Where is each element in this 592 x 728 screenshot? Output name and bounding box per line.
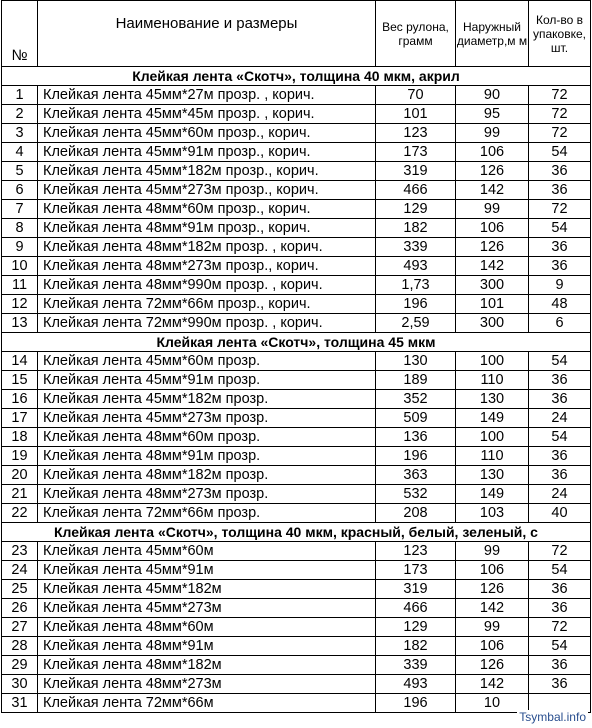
table-row	[2, 105, 591, 124]
pack-quantity: 72	[529, 86, 591, 105]
row-number: 19	[2, 447, 38, 466]
roll-weight: 196	[376, 295, 456, 314]
outer-diameter: 99	[456, 200, 529, 219]
outer-diameter: 100	[456, 428, 529, 447]
product-name: Клейкая лента 72мм*66м	[38, 694, 376, 713]
table-row	[2, 124, 591, 143]
product-name: Клейкая лента 45мм*273м прозр., корич.	[38, 181, 376, 200]
pack-quantity: 36	[529, 580, 591, 599]
table-row	[2, 637, 591, 656]
table-row	[2, 428, 591, 447]
product-name: Клейкая лента 45мм*182м	[38, 580, 376, 599]
section-title: Клейкая лента «Скотч», толщина 40 мкм, красный, белый, зеленый, с	[2, 523, 591, 542]
pack-quantity: 54	[529, 428, 591, 447]
pack-quantity: 9	[529, 276, 591, 295]
roll-weight: 123	[376, 124, 456, 143]
roll-weight: 319	[376, 580, 456, 599]
header-num: №	[2, 1, 38, 67]
row-number: 23	[2, 542, 38, 561]
pack-quantity: 48	[529, 295, 591, 314]
pack-quantity: 36	[529, 162, 591, 181]
outer-diameter: 99	[456, 618, 529, 637]
row-number: 31	[2, 694, 38, 713]
product-name: Клейкая лента 45мм*91м	[38, 561, 376, 580]
outer-diameter: 101	[456, 295, 529, 314]
product-name: Клейкая лента 48мм*273м	[38, 675, 376, 694]
product-name: Клейкая лента 48мм*273м прозр., корич.	[38, 257, 376, 276]
row-number: 7	[2, 200, 38, 219]
table-row	[2, 675, 591, 694]
roll-weight: 1,73	[376, 276, 456, 295]
pack-quantity: 72	[529, 542, 591, 561]
product-name: Клейкая лента 48мм*91м	[38, 637, 376, 656]
table-row	[2, 694, 591, 713]
row-number: 4	[2, 143, 38, 162]
table-row	[2, 295, 591, 314]
roll-weight: 363	[376, 466, 456, 485]
pack-quantity: 72	[529, 124, 591, 143]
pack-quantity: 24	[529, 409, 591, 428]
table-row	[2, 200, 591, 219]
pack-quantity: 36	[529, 371, 591, 390]
roll-weight: 130	[376, 352, 456, 371]
roll-weight: 196	[376, 694, 456, 713]
roll-weight: 2,59	[376, 314, 456, 333]
outer-diameter: 100	[456, 352, 529, 371]
pack-quantity: 6	[529, 314, 591, 333]
table-row	[2, 561, 591, 580]
product-name: Клейкая лента 48мм*273м прозр.	[38, 485, 376, 504]
roll-weight: 123	[376, 542, 456, 561]
outer-diameter: 142	[456, 257, 529, 276]
outer-diameter: 126	[456, 162, 529, 181]
roll-weight: 208	[376, 504, 456, 523]
product-name: Клейкая лента 45мм*27м прозр. , корич.	[38, 86, 376, 105]
header-weight: Вес рулона, грамм	[376, 1, 456, 67]
row-number: 15	[2, 371, 38, 390]
pack-quantity: 36	[529, 599, 591, 618]
outer-diameter: 110	[456, 447, 529, 466]
outer-diameter: 130	[456, 466, 529, 485]
row-number: 18	[2, 428, 38, 447]
table-row	[2, 485, 591, 504]
row-number: 22	[2, 504, 38, 523]
row-number: 9	[2, 238, 38, 257]
outer-diameter: 110	[456, 371, 529, 390]
row-number: 3	[2, 124, 38, 143]
pack-quantity: 36	[529, 238, 591, 257]
pack-quantity: 72	[529, 618, 591, 637]
table-row	[2, 181, 591, 200]
outer-diameter: 126	[456, 238, 529, 257]
header-qty: Кол-во в упаковке, шт.	[529, 1, 591, 67]
outer-diameter: 300	[456, 314, 529, 333]
row-number: 12	[2, 295, 38, 314]
product-name: Клейкая лента 45мм*60м	[38, 542, 376, 561]
roll-weight: 319	[376, 162, 456, 181]
outer-diameter: 126	[456, 656, 529, 675]
row-number: 28	[2, 637, 38, 656]
watermark: Tsymbal.info	[519, 710, 586, 724]
table-row	[2, 447, 591, 466]
outer-diameter: 149	[456, 485, 529, 504]
table-row	[2, 466, 591, 485]
roll-weight: 182	[376, 637, 456, 656]
outer-diameter: 106	[456, 219, 529, 238]
row-number: 14	[2, 352, 38, 371]
table-row	[2, 580, 591, 599]
section-title: Клейкая лента «Скотч», толщина 40 мкм, акрил	[2, 67, 591, 86]
roll-weight: 101	[376, 105, 456, 124]
product-name: Клейкая лента 45мм*182м прозр.	[38, 390, 376, 409]
row-number: 20	[2, 466, 38, 485]
roll-weight: 352	[376, 390, 456, 409]
roll-weight: 136	[376, 428, 456, 447]
product-name: Клейкая лента 48мм*182м прозр.	[38, 466, 376, 485]
table-row	[2, 618, 591, 637]
header-name: Наименование и размеры	[38, 1, 376, 67]
section-header-row	[2, 523, 591, 542]
roll-weight: 466	[376, 181, 456, 200]
row-number: 1	[2, 86, 38, 105]
table-row	[2, 86, 591, 105]
row-number: 10	[2, 257, 38, 276]
row-number: 30	[2, 675, 38, 694]
table-row	[2, 314, 591, 333]
pack-quantity: 40	[529, 504, 591, 523]
pack-quantity: 54	[529, 219, 591, 238]
product-name: Клейкая лента 45мм*182м прозр., корич.	[38, 162, 376, 181]
table-row	[2, 409, 591, 428]
product-name: Клейкая лента 45мм*273м прозр.	[38, 409, 376, 428]
pack-quantity: 36	[529, 181, 591, 200]
table-row	[2, 219, 591, 238]
table-row	[2, 390, 591, 409]
outer-diameter: 106	[456, 143, 529, 162]
outer-diameter: 130	[456, 390, 529, 409]
outer-diameter: 126	[456, 580, 529, 599]
product-name: Клейкая лента 45мм*60м прозр., корич.	[38, 124, 376, 143]
roll-weight: 70	[376, 86, 456, 105]
row-number: 11	[2, 276, 38, 295]
product-name: Клейкая лента 45мм*91м прозр., корич.	[38, 143, 376, 162]
table-header-row	[2, 1, 591, 67]
section-header-row	[2, 67, 591, 86]
pack-quantity: 36	[529, 656, 591, 675]
row-number: 8	[2, 219, 38, 238]
outer-diameter: 99	[456, 542, 529, 561]
outer-diameter: 106	[456, 561, 529, 580]
product-name: Клейкая лента 72мм*990м прозр. , корич.	[38, 314, 376, 333]
table-row	[2, 599, 591, 618]
pack-quantity: 36	[529, 447, 591, 466]
product-name: Клейкая лента 72мм*66м прозр., корич.	[38, 295, 376, 314]
product-name: Клейкая лента 45мм*91м прозр.	[38, 371, 376, 390]
outer-diameter: 10	[456, 694, 529, 713]
roll-weight: 129	[376, 200, 456, 219]
roll-weight: 129	[376, 618, 456, 637]
pack-quantity: 36	[529, 466, 591, 485]
product-name: Клейкая лента 48мм*91м прозр., корич.	[38, 219, 376, 238]
table-row	[2, 257, 591, 276]
price-table	[1, 0, 591, 713]
row-number: 6	[2, 181, 38, 200]
row-number: 17	[2, 409, 38, 428]
table-row	[2, 656, 591, 675]
table-row	[2, 162, 591, 181]
row-number: 21	[2, 485, 38, 504]
pack-quantity: 24	[529, 485, 591, 504]
row-number: 29	[2, 656, 38, 675]
section-header-row	[2, 333, 591, 352]
roll-weight: 466	[376, 599, 456, 618]
outer-diameter: 142	[456, 181, 529, 200]
outer-diameter: 149	[456, 409, 529, 428]
product-name: Клейкая лента 48мм*60м прозр., корич.	[38, 200, 376, 219]
roll-weight: 509	[376, 409, 456, 428]
row-number: 27	[2, 618, 38, 637]
row-number: 24	[2, 561, 38, 580]
pack-quantity: 36	[529, 390, 591, 409]
product-name: Клейкая лента 48мм*182м	[38, 656, 376, 675]
product-name: Клейкая лента 45мм*273м	[38, 599, 376, 618]
roll-weight: 173	[376, 561, 456, 580]
row-number: 25	[2, 580, 38, 599]
pack-quantity: 54	[529, 143, 591, 162]
row-number: 5	[2, 162, 38, 181]
product-name: Клейкая лента 72мм*66м прозр.	[38, 504, 376, 523]
outer-diameter: 103	[456, 504, 529, 523]
outer-diameter: 142	[456, 675, 529, 694]
product-name: Клейкая лента 48мм*91м прозр.	[38, 447, 376, 466]
table-row	[2, 276, 591, 295]
table-row	[2, 371, 591, 390]
pack-quantity: 54	[529, 637, 591, 656]
row-number: 13	[2, 314, 38, 333]
outer-diameter: 106	[456, 637, 529, 656]
product-name: Клейкая лента 48мм*60м	[38, 618, 376, 637]
table-row	[2, 504, 591, 523]
product-name: Клейкая лента 45мм*45м прозр. , корич.	[38, 105, 376, 124]
roll-weight: 182	[376, 219, 456, 238]
product-name: Клейкая лента 48мм*990м прозр. , корич.	[38, 276, 376, 295]
pack-quantity: 72	[529, 200, 591, 219]
table-row	[2, 238, 591, 257]
outer-diameter: 99	[456, 124, 529, 143]
product-name: Клейкая лента 48мм*60м прозр.	[38, 428, 376, 447]
row-number: 2	[2, 105, 38, 124]
roll-weight: 196	[376, 447, 456, 466]
section-title: Клейкая лента «Скотч», толщина 45 мкм	[2, 333, 591, 352]
roll-weight: 493	[376, 257, 456, 276]
product-name: Клейкая лента 45мм*60м прозр.	[38, 352, 376, 371]
outer-diameter: 142	[456, 599, 529, 618]
row-number: 16	[2, 390, 38, 409]
product-name: Клейкая лента 48мм*182м прозр. , корич.	[38, 238, 376, 257]
table-row	[2, 143, 591, 162]
roll-weight: 339	[376, 238, 456, 257]
roll-weight: 532	[376, 485, 456, 504]
outer-diameter: 90	[456, 86, 529, 105]
roll-weight: 173	[376, 143, 456, 162]
roll-weight: 189	[376, 371, 456, 390]
roll-weight: 493	[376, 675, 456, 694]
row-number: 26	[2, 599, 38, 618]
pack-quantity: 72	[529, 105, 591, 124]
table-row	[2, 352, 591, 371]
pack-quantity: 54	[529, 561, 591, 580]
pack-quantity: 36	[529, 675, 591, 694]
outer-diameter: 95	[456, 105, 529, 124]
header-diameter: Наружный диаметр,м м	[456, 1, 529, 67]
roll-weight: 339	[376, 656, 456, 675]
table-row	[2, 542, 591, 561]
pack-quantity: 36	[529, 257, 591, 276]
pack-quantity: 54	[529, 352, 591, 371]
outer-diameter: 300	[456, 276, 529, 295]
